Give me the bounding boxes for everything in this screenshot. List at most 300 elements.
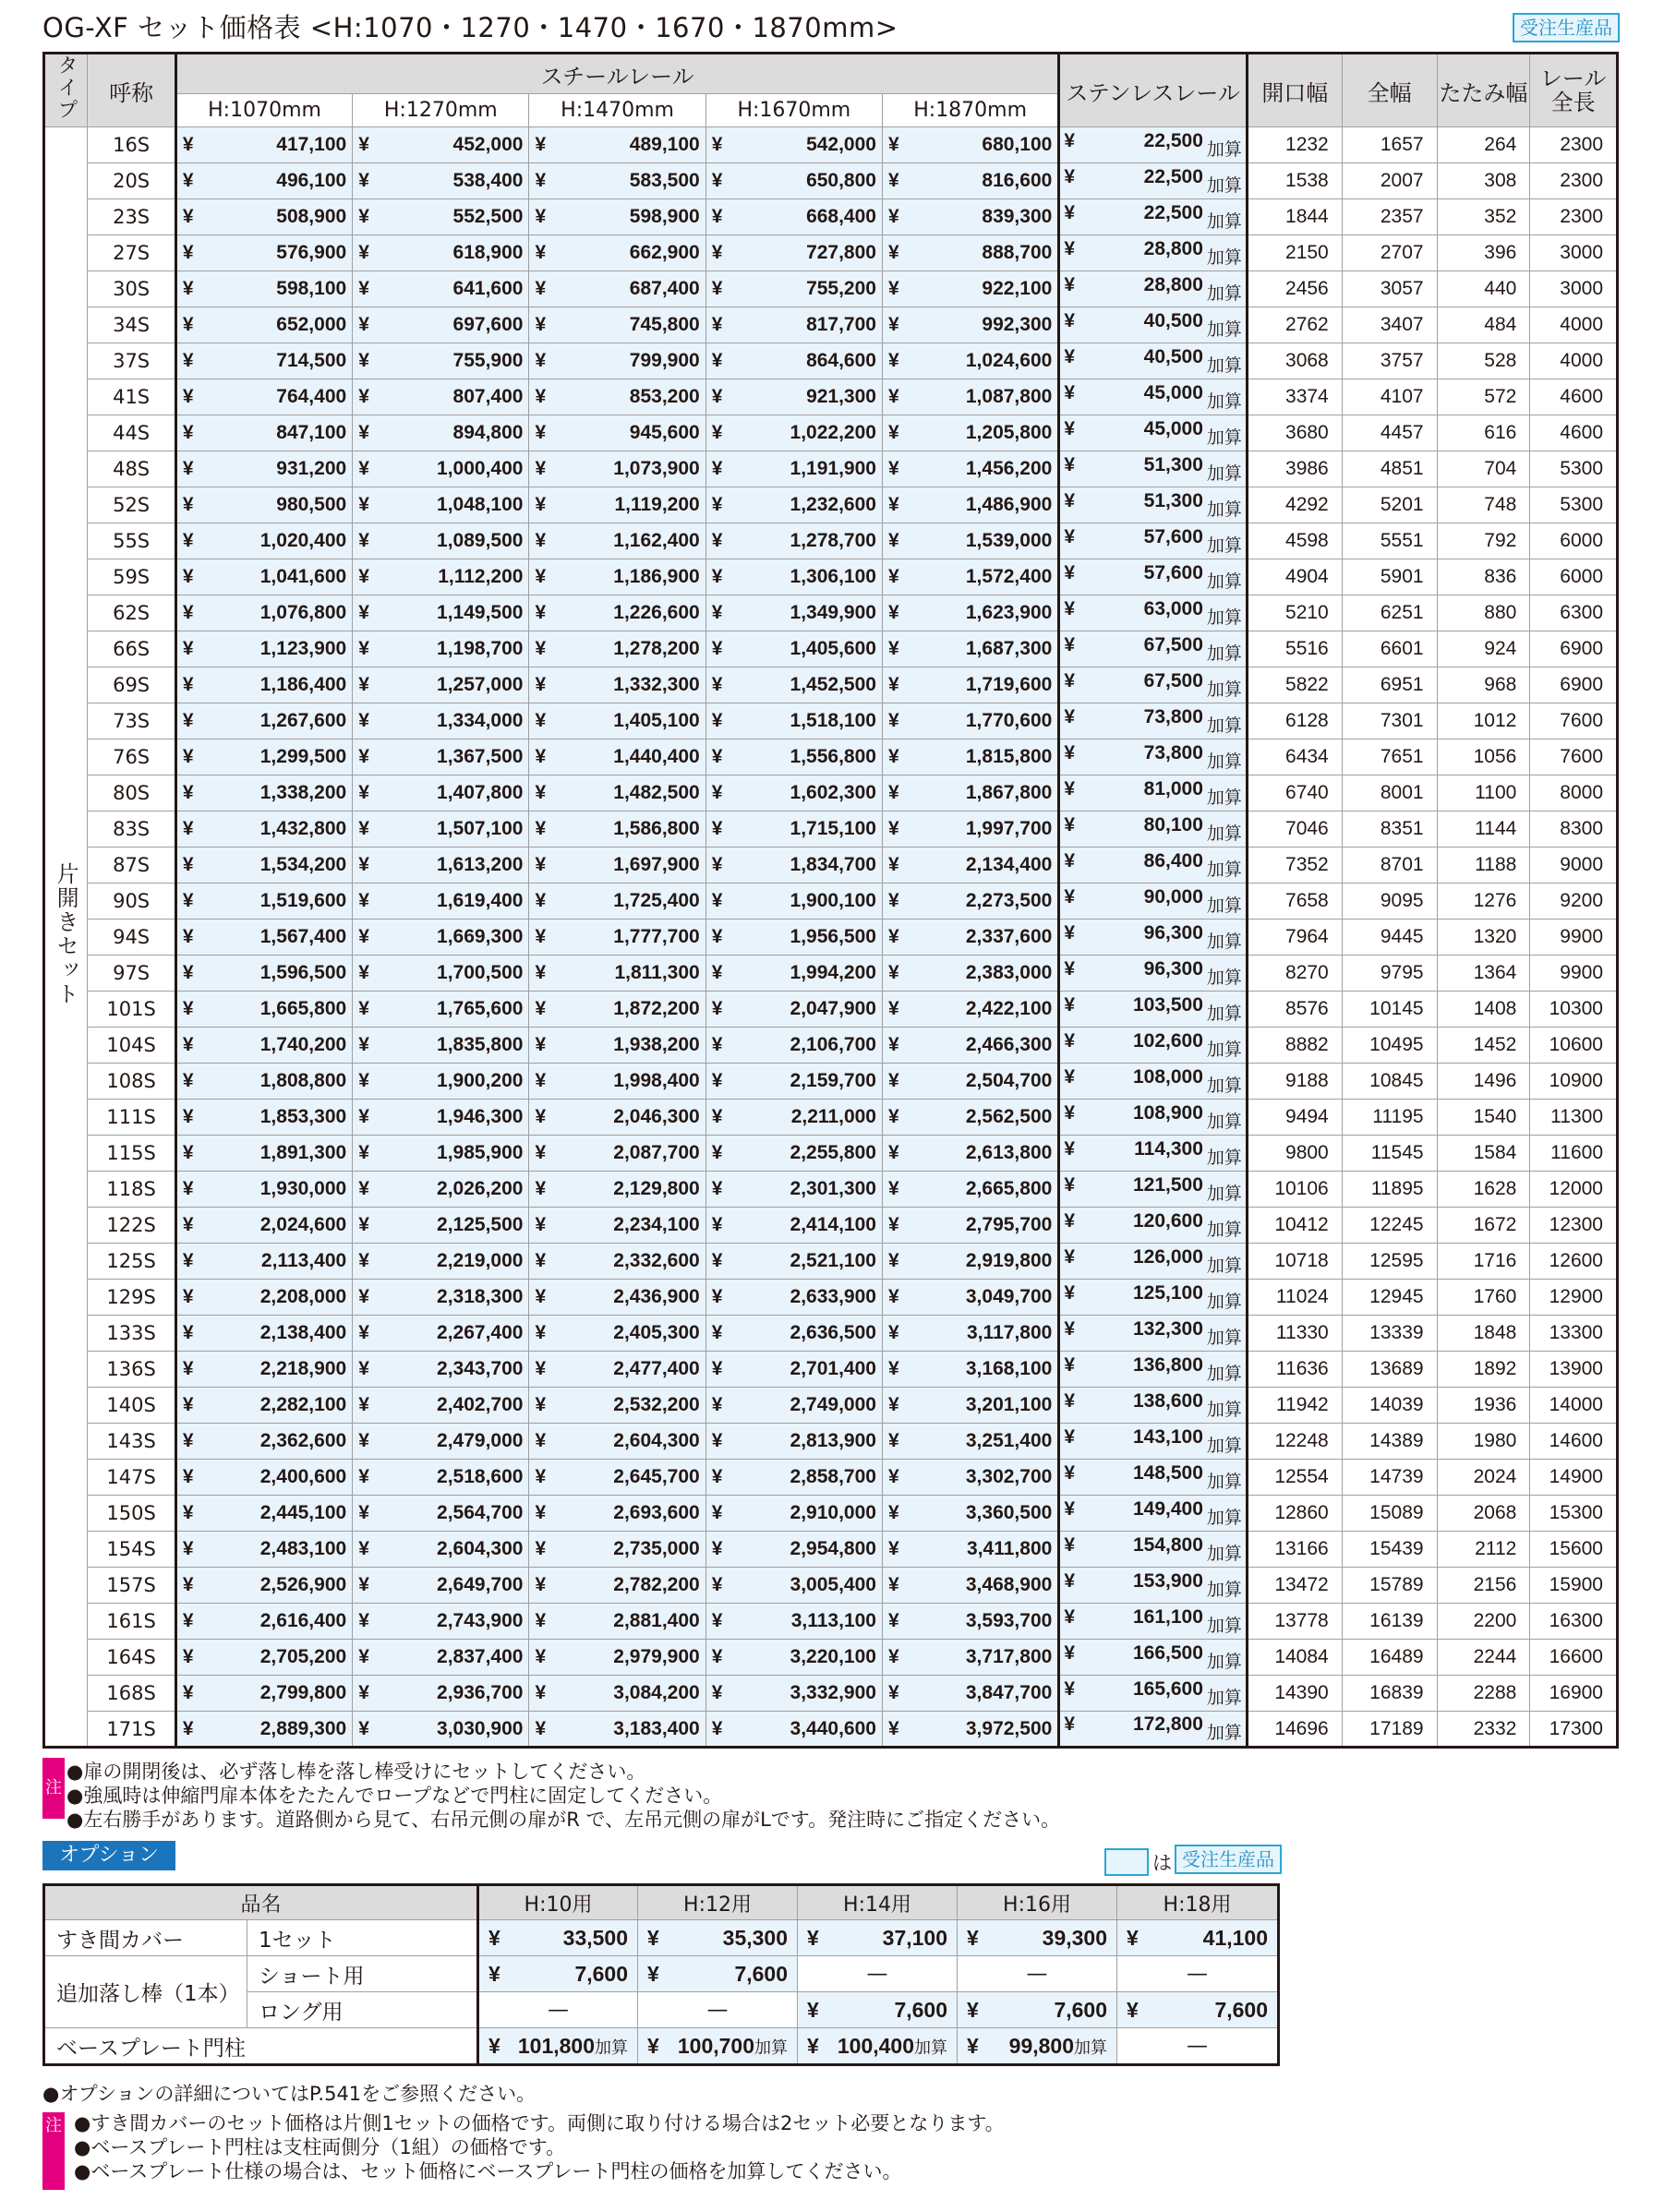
price-cell: ¥ 1,123,900: [175, 631, 352, 667]
price-cell: ¥ 3,847,700: [882, 1676, 1058, 1712]
option-sublabel: ロング用: [247, 1992, 478, 2028]
rail-length-cell: 9000: [1530, 848, 1618, 884]
price-cell: ¥ 1,613,200: [353, 848, 529, 884]
price-cell: ¥ 2,881,400: [529, 1604, 705, 1640]
option-ref-note: ●オプションの詳細についてはP.541をご参照ください。: [42, 2083, 537, 2105]
folded-width-cell: 1276: [1437, 884, 1530, 920]
model-cell: 34S: [88, 307, 176, 343]
price-cell: ¥ 2,383,000: [882, 956, 1058, 992]
model-cell: 129S: [88, 1280, 176, 1316]
total-width-cell: 6601: [1342, 631, 1437, 667]
total-width-cell: 5201: [1342, 487, 1437, 523]
price-cell: ¥ 576,900: [175, 235, 352, 271]
stainless-price-cell: ¥ 加算 22,500: [1059, 127, 1248, 163]
option-price-cell: ¥ 33,500: [478, 1920, 638, 1956]
rail-length-cell: 6000: [1530, 559, 1618, 595]
price-table-body: [44, 127, 1618, 1748]
folded-width-cell: 1672: [1437, 1208, 1530, 1244]
price-cell: ¥ 1,867,800: [882, 775, 1058, 811]
price-cell: ¥ 2,799,800: [175, 1676, 352, 1712]
model-cell: 111S: [88, 1100, 176, 1136]
opening-width-cell: 8882: [1247, 1028, 1342, 1064]
price-cell: ¥ 755,900: [353, 343, 529, 379]
price-cell: ¥ 1,432,800: [175, 811, 352, 848]
rail-length-cell: 3000: [1530, 235, 1618, 271]
rail-length-cell: 9900: [1530, 956, 1618, 992]
stainless-price-cell: ¥ 加算 165,600: [1059, 1676, 1248, 1712]
price-cell: ¥ 2,400,600: [175, 1460, 352, 1496]
price-cell: ¥ 2,735,000: [529, 1532, 705, 1568]
price-cell: ¥ 2,532,200: [529, 1388, 705, 1424]
option-row-gap-cover: [44, 1920, 1279, 1956]
option-dash-cell: —: [1117, 1956, 1279, 1992]
price-cell: ¥ 1,740,200: [175, 1028, 352, 1064]
total-width-cell: 13689: [1342, 1352, 1437, 1388]
price-cell: ¥ 1,586,800: [529, 811, 705, 848]
table-row: [44, 163, 1618, 199]
option-price-cell: ¥ 7,600: [1117, 1992, 1279, 2028]
total-width-cell: 2007: [1342, 163, 1437, 199]
total-width-cell: 5901: [1342, 559, 1437, 595]
opening-width-cell: 13778: [1247, 1604, 1342, 1640]
table-row: [44, 1028, 1618, 1064]
price-cell: ¥ 2,445,100: [175, 1496, 352, 1532]
price-cell: ¥ 931,200: [175, 451, 352, 487]
option-price-cell: ¥ 99,800加算: [958, 2028, 1117, 2065]
total-width-cell: 12245: [1342, 1208, 1437, 1244]
price-cell: ¥ 1,226,600: [529, 595, 705, 631]
price-table: [42, 52, 1619, 1749]
folded-width-cell: 528: [1437, 343, 1530, 379]
folded-width-cell: 2112: [1437, 1532, 1530, 1568]
price-cell: ¥ 1,349,900: [705, 595, 882, 631]
stainless-price-cell: ¥ 加算 153,900: [1059, 1568, 1248, 1604]
model-cell: 101S: [88, 992, 176, 1028]
model-cell: 73S: [88, 703, 176, 739]
opening-width-cell: 4598: [1247, 523, 1342, 559]
price-cell: ¥ 3,302,700: [882, 1460, 1058, 1496]
model-cell: 108S: [88, 1064, 176, 1100]
opening-width-cell: 9188: [1247, 1064, 1342, 1100]
price-cell: ¥ 2,919,800: [882, 1244, 1058, 1280]
price-cell: ¥ 1,835,800: [353, 1028, 529, 1064]
price-cell: ¥ 1,087,800: [882, 379, 1058, 415]
price-cell: ¥ 652,000: [175, 307, 352, 343]
total-width-cell: 10495: [1342, 1028, 1437, 1064]
stainless-price-cell: ¥ 加算 172,800: [1059, 1712, 1248, 1748]
model-cell: 143S: [88, 1424, 176, 1460]
price-cell: ¥ 3,049,700: [882, 1280, 1058, 1316]
price-cell: ¥ 2,705,200: [175, 1640, 352, 1676]
stainless-price-cell: ¥ 加算 67,500: [1059, 631, 1248, 667]
price-cell: ¥ 1,278,700: [705, 523, 882, 559]
rail-length-cell: 4000: [1530, 343, 1618, 379]
stainless-price-cell: ¥ 加算 45,000: [1059, 379, 1248, 415]
price-cell: ¥ 1,205,800: [882, 415, 1058, 451]
price-cell: ¥ 2,636,500: [705, 1316, 882, 1352]
model-cell: 161S: [88, 1604, 176, 1640]
table-row: [44, 235, 1618, 271]
folded-width-cell: 1364: [1437, 956, 1530, 992]
price-cell: ¥ 807,400: [353, 379, 529, 415]
folded-width-cell: 2288: [1437, 1676, 1530, 1712]
rail-length-cell: 14600: [1530, 1424, 1618, 1460]
price-cell: ¥ 1,482,500: [529, 775, 705, 811]
price-cell: ¥ 1,770,600: [882, 703, 1058, 739]
rail-length-cell: 16900: [1530, 1676, 1618, 1712]
model-cell: 83S: [88, 811, 176, 848]
price-cell: ¥ 2,693,600: [529, 1496, 705, 1532]
price-cell: ¥ 1,985,900: [353, 1136, 529, 1172]
price-cell: ¥ 1,808,800: [175, 1064, 352, 1100]
price-cell: ¥ 2,255,800: [705, 1136, 882, 1172]
price-cell: ¥ 1,669,300: [353, 920, 529, 956]
price-cell: ¥ 1,048,100: [353, 487, 529, 523]
price-cell: ¥ 2,402,700: [353, 1388, 529, 1424]
total-width-cell: 16489: [1342, 1640, 1437, 1676]
price-cell: ¥ 1,567,400: [175, 920, 352, 956]
model-cell: 157S: [88, 1568, 176, 1604]
price-cell: ¥ 2,749,000: [705, 1388, 882, 1424]
total-width-cell: 11895: [1342, 1172, 1437, 1208]
folded-width-cell: 1452: [1437, 1028, 1530, 1064]
folded-width-cell: 1012: [1437, 703, 1530, 739]
note-line-2: ●強風時は伸縮門扉本体をたたんでロープなどで門柱に固定してください。: [66, 1785, 723, 1807]
total-width-cell: 9445: [1342, 920, 1437, 956]
total-width-cell: 13339: [1342, 1316, 1437, 1352]
stainless-rail-header: ステンレスレール: [1059, 54, 1248, 127]
folded-width-cell: 924: [1437, 631, 1530, 667]
stainless-price-cell: ¥ 加算 108,900: [1059, 1100, 1248, 1136]
price-cell: ¥ 2,477,400: [529, 1352, 705, 1388]
price-cell: ¥ 1,872,200: [529, 992, 705, 1028]
rail-length-cell: 12600: [1530, 1244, 1618, 1280]
option-dash-cell: —: [478, 1992, 638, 2028]
steel-rail-header: スチールレール: [175, 54, 1058, 94]
rail-length-cell: 8000: [1530, 775, 1618, 811]
folded-width-cell: 1496: [1437, 1064, 1530, 1100]
opening-width-cell: 7046: [1247, 811, 1342, 848]
price-cell: ¥ 618,900: [353, 235, 529, 271]
total-width-cell: 12945: [1342, 1280, 1437, 1316]
price-cell: ¥ 2,436,900: [529, 1280, 705, 1316]
opening-width-cell: 8576: [1247, 992, 1342, 1028]
folded-width-cell: 2024: [1437, 1460, 1530, 1496]
rail-length-cell: 17300: [1530, 1712, 1618, 1748]
rail-length-cell: 6900: [1530, 667, 1618, 703]
price-cell: ¥ 542,000: [705, 127, 882, 163]
price-cell: ¥ 888,700: [882, 235, 1058, 271]
table-row: [44, 1568, 1618, 1604]
price-cell: ¥ 2,479,000: [353, 1424, 529, 1460]
option-name-header: 品名: [44, 1885, 478, 1920]
price-cell: ¥ 2,633,900: [705, 1280, 882, 1316]
table-row: [44, 343, 1618, 379]
opening-width-cell: 8270: [1247, 956, 1342, 992]
table-row: [44, 992, 1618, 1028]
price-cell: ¥ 3,717,800: [882, 1640, 1058, 1676]
stainless-price-cell: ¥ 加算 136,800: [1059, 1352, 1248, 1388]
total-width-cell: 8001: [1342, 775, 1437, 811]
option-h18-header: H:18用: [1117, 1885, 1279, 1920]
table-row: [44, 775, 1618, 811]
stainless-price-cell: ¥ 加算 28,800: [1059, 271, 1248, 307]
price-cell: ¥ 2,405,300: [529, 1316, 705, 1352]
price-cell: ¥ 1,765,600: [353, 992, 529, 1028]
folded-width-cell: 308: [1437, 163, 1530, 199]
option-h10-header: H:10用: [478, 1885, 638, 1920]
opening-width-cell: 12860: [1247, 1496, 1342, 1532]
price-cell: ¥ 1,534,200: [175, 848, 352, 884]
opening-width-cell: 13166: [1247, 1532, 1342, 1568]
price-cell: ¥ 1,198,700: [353, 631, 529, 667]
table-row: [44, 1460, 1618, 1496]
model-cell: 76S: [88, 739, 176, 775]
table-row: [44, 739, 1618, 775]
height-header-1470: H:1470mm: [529, 94, 705, 127]
total-width-cell: 7651: [1342, 739, 1437, 775]
folded-width-cell: 792: [1437, 523, 1530, 559]
price-cell: ¥ 3,084,200: [529, 1676, 705, 1712]
table-row: [44, 415, 1618, 451]
price-cell: ¥ 1,024,600: [882, 343, 1058, 379]
price-cell: ¥ 2,218,900: [175, 1352, 352, 1388]
price-cell: ¥ 1,719,600: [882, 667, 1058, 703]
price-cell: ¥ 2,521,100: [705, 1244, 882, 1280]
model-cell: 171S: [88, 1712, 176, 1748]
rail-length-cell: 4600: [1530, 415, 1618, 451]
option-note-1: ●すき間カバーのセット価格は片側1セットの価格です。両側に取り付ける場合は2セット必要となります。: [74, 2112, 1005, 2134]
price-cell: ¥ 1,022,200: [705, 415, 882, 451]
table-row: [44, 559, 1618, 595]
price-cell: ¥ 2,343,700: [353, 1352, 529, 1388]
opening-width-cell: 3068: [1247, 343, 1342, 379]
price-cell: ¥ 921,300: [705, 379, 882, 415]
folded-width-cell: 1716: [1437, 1244, 1530, 1280]
total-width-cell: 10145: [1342, 992, 1437, 1028]
table-row: [44, 1172, 1618, 1208]
price-cell: ¥ 2,616,400: [175, 1604, 352, 1640]
note-line-3: ●左右勝手があります。道路側から見て、右吊元側の扉がR で、左吊元側の扉がLです。発注時にご指定ください。: [66, 1809, 1061, 1831]
table-row: [44, 848, 1618, 884]
price-cell: ¥ 3,201,100: [882, 1388, 1058, 1424]
opening-width-cell: 4904: [1247, 559, 1342, 595]
rail-length-cell: 5300: [1530, 487, 1618, 523]
model-cell: 136S: [88, 1352, 176, 1388]
table-row: [44, 487, 1618, 523]
model-cell: 87S: [88, 848, 176, 884]
rail-length-cell: 14000: [1530, 1388, 1618, 1424]
table-row: [44, 1424, 1618, 1460]
price-cell: ¥ 980,500: [175, 487, 352, 523]
price-cell: ¥ 3,183,400: [529, 1712, 705, 1748]
stainless-price-cell: ¥ 加算 114,300: [1059, 1136, 1248, 1172]
price-cell: ¥ 2,604,300: [529, 1424, 705, 1460]
price-cell: ¥ 1,900,100: [705, 884, 882, 920]
opening-width-cell: 3374: [1247, 379, 1342, 415]
height-header-1270: H:1270mm: [353, 94, 529, 127]
model-cell: 133S: [88, 1316, 176, 1352]
option-price-cell: ¥ 100,700加算: [638, 2028, 798, 2065]
total-width-cell: 14389: [1342, 1424, 1437, 1460]
rail-length-cell: 3000: [1530, 271, 1618, 307]
table-row: [44, 1388, 1618, 1424]
model-cell: 30S: [88, 271, 176, 307]
total-width-cell: 11195: [1342, 1100, 1437, 1136]
price-cell: ¥ 2,562,500: [882, 1100, 1058, 1136]
price-cell: ¥ 2,113,400: [175, 1244, 352, 1280]
opening-width-cell: 9494: [1247, 1100, 1342, 1136]
table-row: [44, 1640, 1618, 1676]
price-cell: ¥ 2,211,000: [705, 1100, 882, 1136]
model-cell: 118S: [88, 1172, 176, 1208]
price-cell: ¥ 1,777,700: [529, 920, 705, 956]
rail-length-cell: 15900: [1530, 1568, 1618, 1604]
stainless-price-cell: ¥ 加算 125,100: [1059, 1280, 1248, 1316]
price-cell: ¥ 992,300: [882, 307, 1058, 343]
price-cell: ¥ 1,119,200: [529, 487, 705, 523]
folded-width-cell: 1408: [1437, 992, 1530, 1028]
stainless-price-cell: ¥ 加算 45,000: [1059, 415, 1248, 451]
rail-length-cell: 12900: [1530, 1280, 1618, 1316]
stainless-price-cell: ¥ 加算 40,500: [1059, 343, 1248, 379]
price-cell: ¥ 1,405,100: [529, 703, 705, 739]
opening-width-cell: 9800: [1247, 1136, 1342, 1172]
stainless-price-cell: ¥ 加算 90,000: [1059, 884, 1248, 920]
rail-length-cell: 13900: [1530, 1352, 1618, 1388]
table-row: [44, 451, 1618, 487]
stainless-price-cell: ¥ 加算 161,100: [1059, 1604, 1248, 1640]
price-cell: ¥ 1,507,100: [353, 811, 529, 848]
opening-width-cell: 3680: [1247, 415, 1342, 451]
price-cell: ¥ 2,414,100: [705, 1208, 882, 1244]
folded-width-cell: 2332: [1437, 1712, 1530, 1748]
price-cell: ¥ 598,100: [175, 271, 352, 307]
folded-width-cell: 352: [1437, 199, 1530, 235]
option-price-cell: ¥ 37,100: [798, 1920, 958, 1956]
model-cell: 80S: [88, 775, 176, 811]
price-cell: ¥ 598,900: [529, 199, 705, 235]
price-cell: ¥ 2,332,600: [529, 1244, 705, 1280]
folded-width-cell: 1936: [1437, 1388, 1530, 1424]
price-cell: ¥ 2,026,200: [353, 1172, 529, 1208]
option-h14-header: H:14用: [798, 1885, 958, 1920]
rail-length-cell: 15600: [1530, 1532, 1618, 1568]
opening-width-cell: 10106: [1247, 1172, 1342, 1208]
price-cell: ¥ 945,600: [529, 415, 705, 451]
price-cell: ¥ 1,338,200: [175, 775, 352, 811]
price-cell: ¥ 2,267,400: [353, 1316, 529, 1352]
price-cell: ¥ 2,795,700: [882, 1208, 1058, 1244]
rail-length-cell: 15300: [1530, 1496, 1618, 1532]
model-cell: 104S: [88, 1028, 176, 1064]
price-cell: ¥ 1,623,900: [882, 595, 1058, 631]
price-cell: ¥ 745,800: [529, 307, 705, 343]
table-row: [44, 1100, 1618, 1136]
model-cell: 164S: [88, 1640, 176, 1676]
model-cell: 125S: [88, 1244, 176, 1280]
price-cell: ¥ 538,400: [353, 163, 529, 199]
opening-width-cell: 6740: [1247, 775, 1342, 811]
price-cell: ¥ 1,619,400: [353, 884, 529, 920]
opening-width-cell: 6128: [1247, 703, 1342, 739]
rail-length-cell: 6900: [1530, 631, 1618, 667]
price-cell: ¥ 1,332,300: [529, 667, 705, 703]
price-cell: ¥ 1,073,900: [529, 451, 705, 487]
option-sublabel: ショート用: [247, 1956, 478, 1992]
rail-length-cell: 16600: [1530, 1640, 1618, 1676]
opening-width-cell: 14084: [1247, 1640, 1342, 1676]
rail-length-cell: 12300: [1530, 1208, 1618, 1244]
folded-width-cell: 440: [1437, 271, 1530, 307]
price-cell: ¥ 662,900: [529, 235, 705, 271]
rail-length-cell: 7600: [1530, 739, 1618, 775]
price-cell: ¥ 2,046,300: [529, 1100, 705, 1136]
stainless-price-cell: ¥ 加算 40,500: [1059, 307, 1248, 343]
price-cell: ¥ 1,539,000: [882, 523, 1058, 559]
stainless-price-cell: ¥ 加算 67,500: [1059, 667, 1248, 703]
price-cell: ¥ 2,954,800: [705, 1532, 882, 1568]
order-made-badge: 受注生産品: [1513, 13, 1620, 42]
price-cell: ¥ 714,500: [175, 343, 352, 379]
price-cell: ¥ 3,030,900: [353, 1712, 529, 1748]
total-width-cell: 3757: [1342, 343, 1437, 379]
options-table: [42, 1883, 1280, 2066]
price-cell: ¥ 2,159,700: [705, 1064, 882, 1100]
price-cell: ¥ 1,278,200: [529, 631, 705, 667]
option-price-cell: ¥ 39,300: [958, 1920, 1117, 1956]
stainless-price-cell: ¥ 加算 120,600: [1059, 1208, 1248, 1244]
model-cell: 20S: [88, 163, 176, 199]
table-row: [44, 1136, 1618, 1172]
model-cell: 115S: [88, 1136, 176, 1172]
stainless-price-cell: ¥ 加算 154,800: [1059, 1532, 1248, 1568]
table-row: [44, 595, 1618, 631]
price-cell: ¥ 3,468,900: [882, 1568, 1058, 1604]
price-cell: ¥ 1,486,900: [882, 487, 1058, 523]
price-cell: ¥ 2,979,900: [529, 1640, 705, 1676]
folded-width-cell: 396: [1437, 235, 1530, 271]
rail-length-cell: 7600: [1530, 703, 1618, 739]
rail-length-cell: 6000: [1530, 523, 1618, 559]
table-row: [44, 1496, 1618, 1532]
folded-width-cell: 1540: [1437, 1100, 1530, 1136]
table-row: [44, 631, 1618, 667]
opening-width-cell: 1232: [1247, 127, 1342, 163]
table-row: [44, 1532, 1618, 1568]
price-cell: ¥ 816,600: [882, 163, 1058, 199]
stainless-price-cell: ¥ 加算 143,100: [1059, 1424, 1248, 1460]
stainless-price-cell: ¥ 加算 149,400: [1059, 1496, 1248, 1532]
folded-width-cell: 264: [1437, 127, 1530, 163]
model-cell: 66S: [88, 631, 176, 667]
model-cell: 90S: [88, 884, 176, 920]
price-cell: ¥ 1,407,800: [353, 775, 529, 811]
stainless-price-cell: ¥ 加算 86,400: [1059, 848, 1248, 884]
price-cell: ¥ 2,129,800: [529, 1172, 705, 1208]
price-cell: ¥ 3,113,100: [705, 1604, 882, 1640]
price-cell: ¥ 1,697,900: [529, 848, 705, 884]
rail-length-cell: 2300: [1530, 199, 1618, 235]
price-cell: ¥ 1,440,400: [529, 739, 705, 775]
rail-length-cell: 6300: [1530, 595, 1618, 631]
price-cell: ¥ 864,600: [705, 343, 882, 379]
price-cell: ¥ 496,100: [175, 163, 352, 199]
stainless-price-cell: ¥ 加算 102,600: [1059, 1028, 1248, 1064]
stainless-price-cell: ¥ 加算 81,000: [1059, 775, 1248, 811]
opening-width-cell: 12248: [1247, 1424, 1342, 1460]
opening-width-cell: 10412: [1247, 1208, 1342, 1244]
